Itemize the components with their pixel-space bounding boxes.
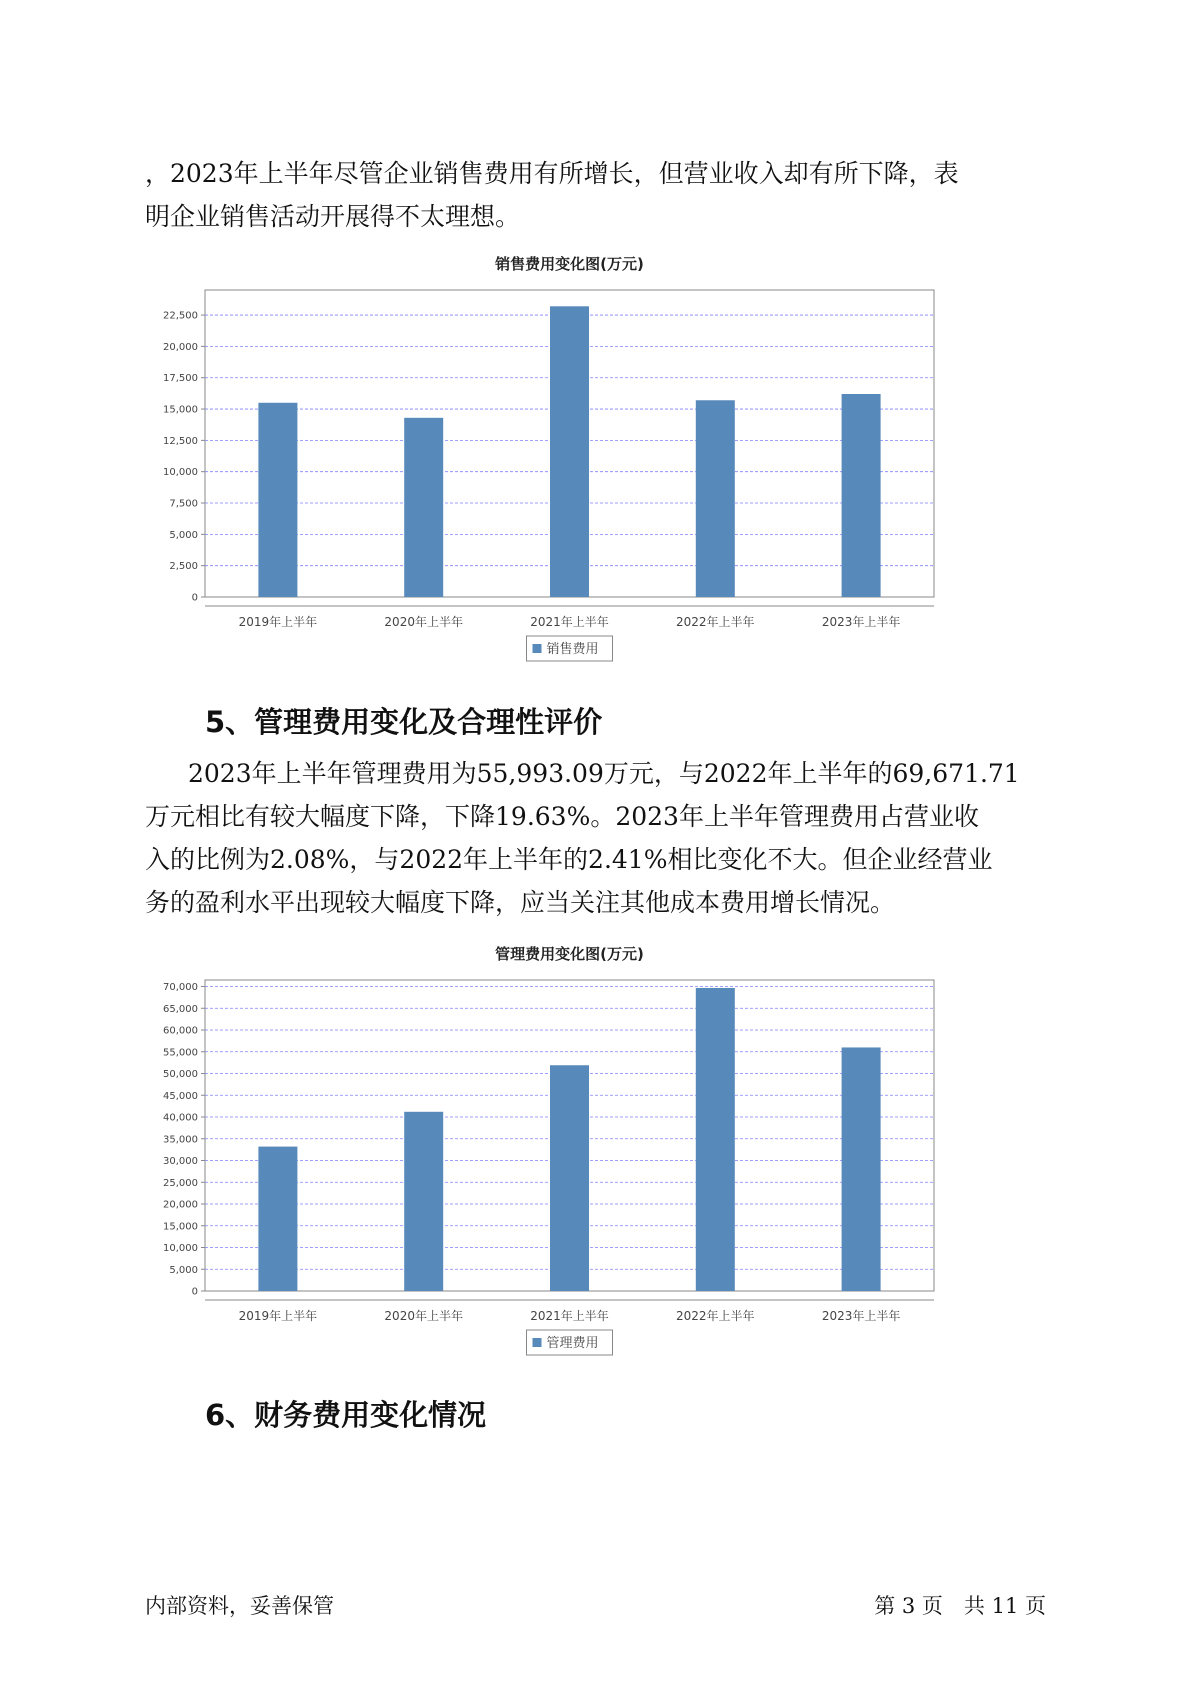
y-tick-label: 10,000 bbox=[163, 467, 198, 479]
sales-expense-chart-svg bbox=[145, 255, 1045, 670]
y-tick-label: 65,000 bbox=[163, 1003, 198, 1015]
y-tick-label: 0 bbox=[191, 592, 198, 604]
y-tick-label: 22,500 bbox=[163, 310, 198, 322]
section-5-paragraph bbox=[145, 752, 1060, 924]
x-tick-label: 2023年上半年 bbox=[821, 615, 901, 629]
chart-title: 销售费用变化图(万元) bbox=[495, 255, 644, 273]
legend-label: 管理费用 bbox=[546, 1336, 599, 1351]
y-tick-label: 12,500 bbox=[163, 435, 198, 447]
bar bbox=[404, 1112, 443, 1291]
x-tick-label: 2021年上半年 bbox=[530, 615, 609, 629]
legend-swatch bbox=[533, 644, 542, 653]
x-tick-label: 2020年上半年 bbox=[384, 615, 463, 629]
footer-confidential: 内部资料，妥善保管 bbox=[145, 1594, 334, 1618]
y-tick-label: 45,000 bbox=[163, 1090, 198, 1102]
x-tick-label: 2023年上半年 bbox=[821, 1309, 901, 1323]
bar bbox=[550, 1065, 589, 1291]
bar bbox=[550, 306, 589, 597]
section-5-line: 万元相比有较大幅度下降，下降19.63%。2023年上半年管理费用占营业收 bbox=[145, 802, 979, 831]
section-5-line: 务的盈利水平出现较大幅度下降，应当关注其他成本费用增长情况。 bbox=[145, 888, 896, 917]
y-tick-label: 5,000 bbox=[169, 1264, 198, 1276]
chart-title: 管理费用变化图(万元) bbox=[495, 945, 644, 963]
legend-swatch bbox=[533, 1338, 542, 1347]
bar bbox=[842, 394, 881, 597]
x-tick-label: 2022年上半年 bbox=[676, 615, 755, 629]
admin-expense-chart-svg bbox=[145, 945, 1045, 1365]
x-tick-label: 2019年上半年 bbox=[238, 1309, 318, 1323]
x-tick-label: 2019年上半年 bbox=[238, 615, 318, 629]
bar bbox=[404, 418, 443, 597]
y-tick-label: 15,000 bbox=[163, 1221, 198, 1233]
bar bbox=[258, 1147, 297, 1291]
x-tick-label: 2022年上半年 bbox=[676, 1309, 755, 1323]
x-tick-label: 2021年上半年 bbox=[530, 1309, 609, 1323]
y-tick-label: 10,000 bbox=[163, 1243, 198, 1255]
section-5-heading: 5、管理费用变化及合理性评价 bbox=[205, 705, 603, 739]
section-5-line: 2023年上半年管理费用为55,993.09万元，与2022年上半年的69,671.71 bbox=[188, 759, 1020, 788]
bar bbox=[696, 400, 735, 597]
intro-paragraph bbox=[145, 152, 1060, 238]
y-tick-label: 5,000 bbox=[169, 529, 198, 541]
section-5-line: 入的比例为2.08%，与2022年上半年的2.41%相比变化不大。但企业经营业 bbox=[145, 845, 993, 874]
footer-page-number: 第 3 页 共 11 页 bbox=[874, 1594, 1046, 1618]
legend-label: 销售费用 bbox=[546, 642, 599, 657]
intro-line: ，2023年上半年尽管企业销售费用有所增长，但营业收入却有所下降，表 bbox=[145, 159, 959, 188]
y-tick-label: 17,500 bbox=[163, 373, 198, 385]
y-tick-label: 60,000 bbox=[163, 1025, 198, 1037]
y-tick-label: 20,000 bbox=[163, 1199, 198, 1211]
y-tick-label: 55,000 bbox=[163, 1047, 198, 1059]
x-tick-label: 2020年上半年 bbox=[384, 1309, 463, 1323]
y-tick-label: 70,000 bbox=[163, 982, 198, 994]
y-tick-label: 30,000 bbox=[163, 1156, 198, 1168]
y-tick-label: 20,000 bbox=[163, 341, 198, 353]
y-tick-label: 35,000 bbox=[163, 1134, 198, 1146]
y-tick-label: 25,000 bbox=[163, 1177, 198, 1189]
intro-line: 明企业销售活动开展得不太理想。 bbox=[145, 202, 521, 231]
bar bbox=[258, 403, 297, 597]
y-tick-label: 40,000 bbox=[163, 1112, 198, 1124]
section-6-heading: 6、财务费用变化情况 bbox=[205, 1398, 487, 1432]
y-tick-label: 7,500 bbox=[169, 498, 198, 510]
y-tick-label: 0 bbox=[191, 1286, 198, 1298]
bar bbox=[696, 988, 735, 1291]
sales-expense-chart bbox=[145, 255, 1045, 670]
admin-expense-chart bbox=[145, 945, 1045, 1365]
y-tick-label: 15,000 bbox=[163, 404, 198, 416]
y-tick-label: 2,500 bbox=[169, 561, 198, 573]
y-tick-label: 50,000 bbox=[163, 1069, 198, 1081]
bar bbox=[842, 1047, 881, 1291]
